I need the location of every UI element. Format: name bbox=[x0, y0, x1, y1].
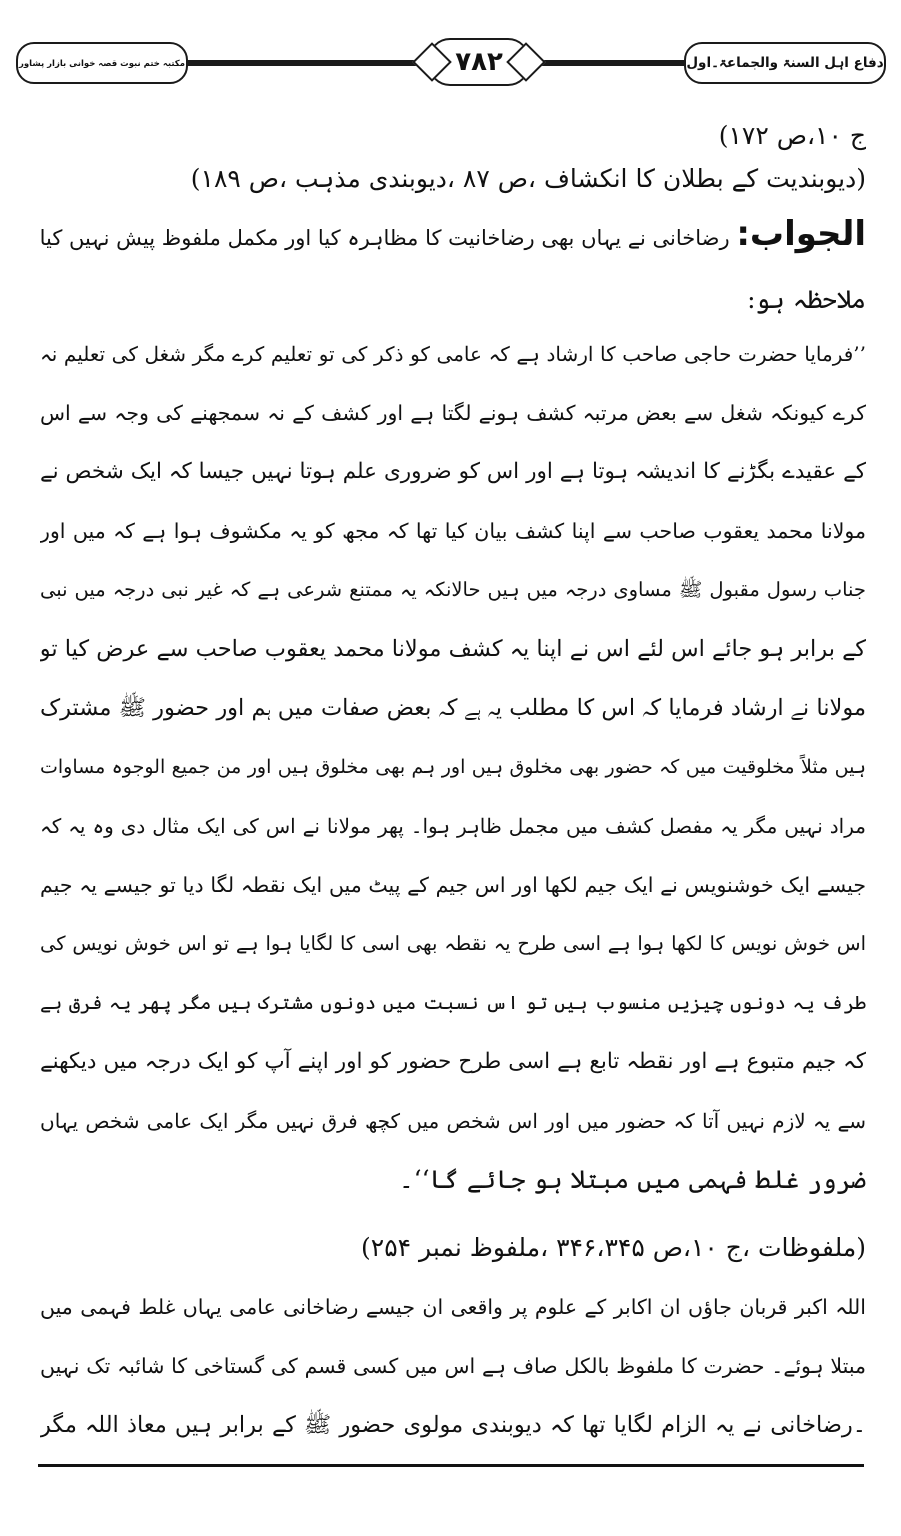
reference-malfoozat: (ملفوظات ،ج ۱۰،ص ۳۴۶،۳۴۵ ،ملفوظ نمبر ۲۵۴) bbox=[361, 1233, 866, 1262]
quote-line: جناب رسول مقبول ﷺ مساوی درجہ میں ہیں حالانکہ یہ ممتنع شرعی ہے کہ غیر نبی درجہ میں نبی bbox=[40, 578, 866, 601]
header-rule-left bbox=[176, 60, 436, 66]
quote-line: مراد نہیں مگر یہ مفصل کشف میں مجمل ظاہر ہوا۔ پھر مولانا نے اس کی ایک مثال دی وہ یہ کہ bbox=[40, 814, 866, 838]
book-title: دفاع اہل السنۃ والجماعۃ۔اول bbox=[684, 42, 886, 84]
quote-line: اس خوش نویس کا لکھا ہوا ہے اسی طرح یہ نقطہ بھی اسی کا لگایا ہوا ہے تو اس خوش نویس کی bbox=[40, 932, 866, 955]
quote-line: ہیں مثلاً مخلوقیت میں کہ حضور بھی مخلوق ہیں اور ہم بھی مخلوق ہیں اور من جمیع الوجوہ مساوات bbox=[40, 756, 866, 778]
quote-line: مولانا نے ارشاد فرمایا کہ اس کا مطلب یہ ہے کہ بعض صفات میں ہم اور حضور ﷺ مشترک bbox=[40, 695, 866, 721]
footer-rule bbox=[38, 1464, 864, 1467]
quote-line: جیسے ایک خوشنویس نے ایک جیم لکھا اور اس جیم کے پیٹ میں ایک نقطہ لگا دیا تو جیسے یہ جیم bbox=[40, 873, 866, 897]
publisher-label: مکتبہ ختم نبوت قصہ خوانی بازار پشاور bbox=[16, 42, 188, 84]
reference-second: (دیوبندیت کے بطلان کا انکشاف ،ص ۸۷ ،دیوبندی مذہب ،ص ۱۸۹) bbox=[190, 164, 866, 193]
page-header bbox=[16, 38, 884, 86]
closing-line: ۔رضاخانی نے یہ الزام لگایا تھا کہ دیوبندی مولوی حضور ﷺ کے برابر ہیں معاذ اللہ مگر bbox=[40, 1412, 866, 1438]
answer-label: الجواب: bbox=[736, 214, 866, 254]
reference-top: ج ۱۰،ص ۱۷۲) bbox=[718, 121, 866, 150]
page-number-text: ۷۸۲ bbox=[455, 47, 503, 77]
closing-line: مبتلا ہوئے۔ حضرت کا ملفوظ بالکل صاف ہے اس میں کسی قسم کی گستاخی کا شائبہ تک نہیں bbox=[40, 1354, 866, 1378]
quote-line: مولانا محمد یعقوب صاحب سے اپنا کشف بیان کیا تھا کہ مجھ کو یہ مکشوف ہوا ہے کہ میں اور bbox=[40, 519, 866, 543]
closing-line: اللہ اکبر قربان جاؤں ان اکابر کے علوم پر واقعی ان جیسے رضاخانی عامی یہاں غلط فہمی میں bbox=[40, 1295, 866, 1319]
quote-line: کے برابر ہو جائے اس لئے اس نے اپنا یہ کشف مولانا محمد یعقوب صاحب سے عرض کیا تو bbox=[40, 636, 866, 662]
quote-line: سے یہ لازم نہیں آتا کہ حضور میں اور اس شخص میں کچھ فرق نہیں مگر ایک عامی شخص یہاں bbox=[40, 1109, 866, 1133]
quote-line-last: ضرور غلط فہمی میں مبتلا ہو جائے گا‘‘۔ bbox=[398, 1165, 866, 1194]
quote-line: کے عقیدے بگڑنے کا اندیشہ ہوتا ہے اور اس کو ضروری علم ہوتا نہیں جیسا کہ ایک شخص نے bbox=[40, 459, 866, 484]
page-number bbox=[428, 38, 530, 86]
quote-line: کہ جیم متبوع ہے اور نقطہ تابع ہے اسی طرح حضور کو اور اپنے آپ کو ایک درجہ میں دیکھنے bbox=[40, 1049, 866, 1074]
quote-line: طرف یہ دونوں چیزیں منسوب ہیں تو اس نسبت میں دونوں مشترک ہیں مگر پھر یہ فرق ہے bbox=[40, 992, 866, 1014]
header-rule-right bbox=[524, 60, 694, 66]
quote-line: کرے کیونکہ شغل سے بعض مرتبہ کشف ہونے لگتا ہے اور کشف کے نہ سمجھنے کی وجہ سے اس bbox=[40, 401, 866, 425]
answer-text: رضاخانی نے یہاں بھی رضاخانیت کا مظاہرہ کیا اور مکمل ملفوظ پیش نہیں کیا bbox=[40, 226, 737, 250]
answer-line bbox=[40, 206, 866, 262]
answer-continuation: ملاحظہ ہو: bbox=[747, 285, 866, 314]
quote-line: ’’فرمایا حضرت حاجی صاحب کا ارشاد ہے کہ عامی کو ذکر کی تو تعلیم کرے مگر شغل کی تعلیم نہ bbox=[40, 342, 866, 366]
